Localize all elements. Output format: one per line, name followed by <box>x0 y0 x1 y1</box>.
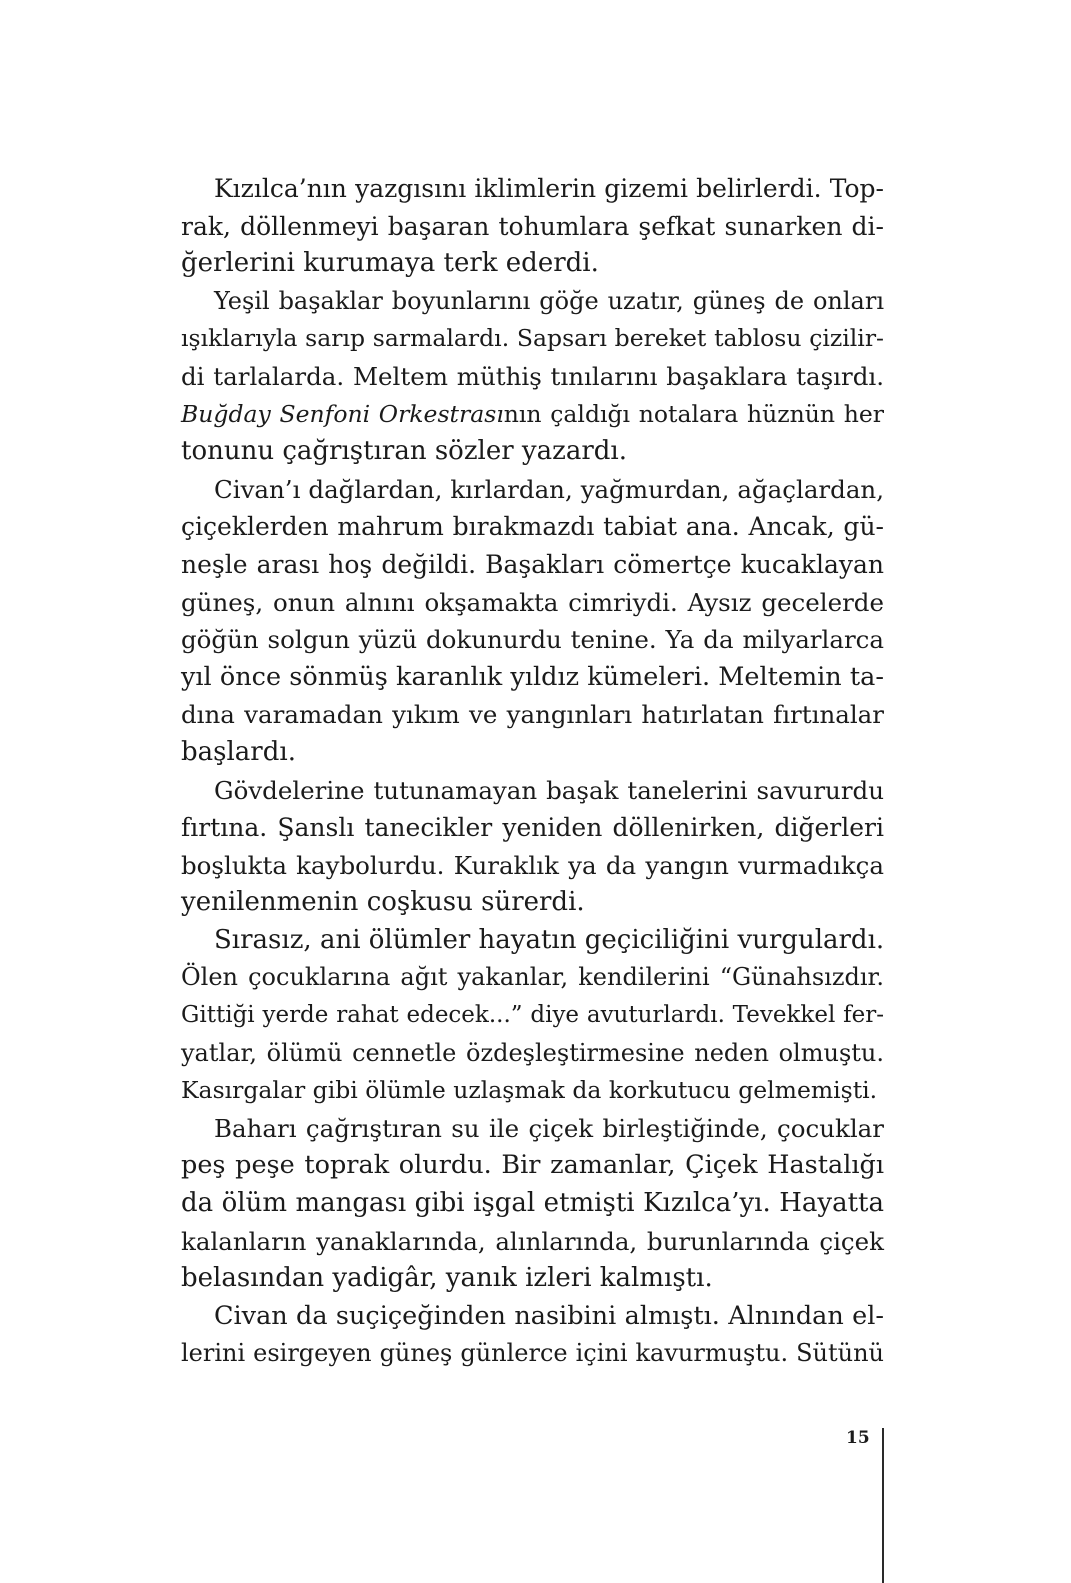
text-line: rak, döllenmeyi başaran tohumlara şefkat sunarken di- <box>181 211 884 241</box>
text-line: çiçeklerden mahrum bırakmazdı tabiat ana. Ancak, gü- <box>181 512 884 542</box>
text-line: di tarlalarda. Meltem müthiş tınılarını başaklara taşırdı. <box>181 361 884 391</box>
text-line: peş peşe toprak olurdu. Bir zamanlar, Çiçek Hastalığı <box>181 1150 884 1181</box>
text-line-with-italic <box>181 396 884 434</box>
text-line: göğün solgun yüzü dokunurdu tenine. Ya da milyarlarca <box>181 625 884 655</box>
body-text <box>181 170 884 1373</box>
text-line: boşlukta kaybolurdu. Kuraklık ya da yangın vurmadıkça <box>181 850 884 880</box>
text-line: ğerlerini kurumaya terk ederdi. <box>181 248 599 279</box>
text-line: lerini esirgeyen güneş günlerce içini kavurmuştu. Sütünü <box>181 1339 884 1368</box>
page-number: 15 <box>846 1428 870 1448</box>
text-line: güneş, onun alnını okşamakta cimriydi. Aysız gecelerde <box>181 587 884 617</box>
text-line: yıl önce sönmüş karanlık yıldız kümeleri. Meltemin ta- <box>181 661 884 692</box>
text-line: Kızılca’nın yazgısını iklimlerin gizemi belirlerdi. Top- <box>214 174 884 203</box>
text-line: neşle arası hoş değildi. Başakları cömertçe kucaklayan <box>181 549 884 579</box>
text-line: yatlar, ölümü cennetle özdeşleştirmesine neden olmuştu. <box>181 1038 884 1067</box>
text-line: fırtına. Şanslı tanecikler yeniden döllenirken, diğerleri <box>181 813 884 843</box>
text-line: Civan’ı dağlardan, kırlardan, yağmurdan, ağaçlardan, <box>214 474 884 504</box>
text-line: Kasırgalar gibi ölümle uzlaşmak da korkutucu gelmemişti. <box>181 1076 878 1105</box>
text-line: başlardı. <box>181 736 296 767</box>
text-line: Gittiği yerde rahat edecek...” diye avuturlardı. Tevekkel fer- <box>181 1002 884 1029</box>
text-line: tonunu çağrıştıran sözler yazardı. <box>181 436 627 467</box>
text-line: dına varamadan yıkım ve yangınları hatırlatan fırtınalar <box>181 700 884 730</box>
text-line: ışıklarıyla sarıp sarmalardı. Sapsarı bereket tablosu çizilir- <box>181 324 884 353</box>
text-line: Yeşil başaklar boyunlarını göğe uzatır, güneş de onları <box>214 286 884 315</box>
text-line: belasından yadigâr, yanık izleri kalmıştı. <box>181 1263 713 1294</box>
text-line: Ölen çocuklarına ağıt yakanlar, kendilerini “Günahsızdır. <box>181 963 884 992</box>
text-line: da ölüm mangası gibi işgal etmişti Kızılca’yı. Hayatta <box>181 1188 884 1219</box>
page-edge-rule <box>882 1428 884 1583</box>
text-line: Civan da suçiçeğinden nasibini almıştı. Alnından el- <box>214 1300 884 1331</box>
text-line: kalanların yanaklarında, alınlarında, burunlarında çiçek <box>181 1226 884 1256</box>
italic-title: Buğday Senfoni Orkestrası <box>181 399 504 428</box>
text-fragment: nın çaldığı notalara hüznün her <box>503 399 884 428</box>
text-line: Gövdelerine tutunamayan başak tanelerini savururdu <box>214 775 884 805</box>
text-line: yenilenmenin coşkusu sürerdi. <box>181 887 585 918</box>
text-line: Sırasız, ani ölümler hayatın geçiciliğini vurgulardı. <box>214 924 885 955</box>
text-line: Baharı çağrıştıran su ile çiçek birleştiğinde, çocuklar <box>214 1113 884 1143</box>
